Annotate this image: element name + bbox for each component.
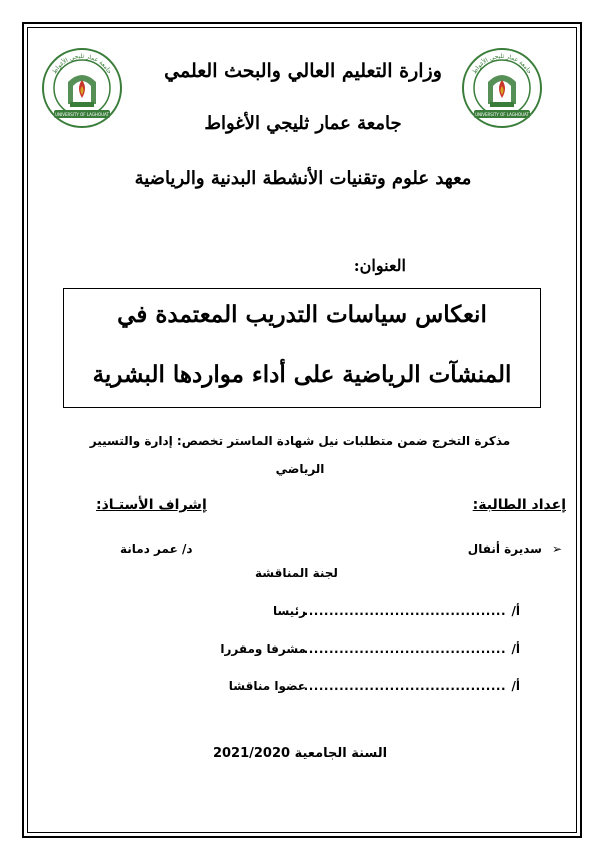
academic-year-value: 2021/2020 [212, 746, 291, 761]
thesis-title-line-2: المنشآت الرياضية على أداء مواردها البشرية [92, 361, 512, 388]
thesis-title-box [63, 288, 541, 408]
page-border-inner [27, 27, 577, 833]
member-name-placeholder: ........................................ [303, 679, 506, 693]
ministry-name: وزارة التعليم العالي والبحث العلمي [164, 60, 442, 82]
member-prefix: أ/ [511, 679, 520, 693]
committee-member [220, 604, 520, 618]
svg-text:جامعة عمار ثليجي الأغواط: جامعة عمار ثليجي الأغواط [51, 52, 113, 76]
committee-title: لجنة المناقشة [255, 566, 338, 580]
member-role: رئيسا [272, 604, 306, 618]
svg-text:UNIVERSITY OF LAGHOUAT: UNIVERSITY OF LAGHOUAT [475, 112, 529, 117]
thesis-title-line-1: انعكاس سياسات التدريب المعتمدة في [117, 301, 487, 328]
committee-member [220, 679, 520, 693]
institute-name: معهد علوم وتقنيات الأنشطة البدنية والرياضية [134, 168, 472, 189]
member-name-placeholder: ........................................ [303, 604, 506, 618]
svg-text:جامعة عمار ثليجي الأغواط: جامعة عمار ثليجي الأغواط [471, 52, 533, 76]
preparation-heading: إعداد الطالبة: [472, 497, 566, 513]
member-name-placeholder: ........................................ [303, 642, 506, 656]
memo-description-line-1: مذكرة التخرج ضمن متطلبات نيل شهادة الماستر تخصص: إدارة والتسيير [89, 434, 511, 448]
academic-year [60, 746, 540, 761]
member-role: عضوا مناقشا [228, 679, 306, 693]
academic-year-label: السنة الجامعية [294, 746, 388, 761]
supervisor-name: د/ عمر دمانة [120, 542, 193, 556]
svg-text:UNIVERSITY OF LAGHOUAT: UNIVERSITY OF LAGHOUAT [55, 112, 109, 117]
member-prefix: أ/ [511, 642, 520, 656]
member-role: مشرفا ومقررا [220, 642, 306, 656]
title-label: العنوان: [353, 256, 406, 275]
arrow-bullet-icon: ➢ [551, 542, 562, 556]
member-prefix: أ/ [511, 604, 520, 618]
memo-description-line-2: الرياضي [275, 462, 325, 476]
committee-member [220, 642, 520, 656]
supervision-heading: إشراف الأستـاذ: [96, 497, 207, 513]
university-name: جامعة عمار ثليجي الأغواط [204, 113, 402, 134]
student-name: سديرة أنفال [467, 542, 542, 556]
student-entry [468, 542, 562, 556]
